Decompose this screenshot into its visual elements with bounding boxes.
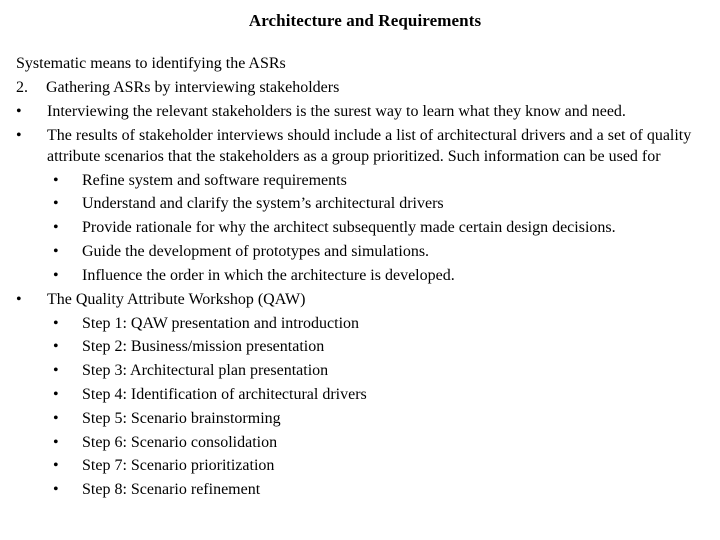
- bullet-icon: •: [53, 242, 59, 260]
- intro-line: [16, 52, 706, 76]
- sub-bullet-qaw-step: [16, 312, 706, 336]
- bullet-interviewing: [16, 100, 706, 124]
- bullet-icon: •: [53, 338, 59, 356]
- bullet-results: [16, 124, 706, 169]
- qaw-step-text: Step 6: Scenario consolidation: [82, 433, 278, 451]
- use-text: Understand and clarify the system’s architectural drivers: [82, 195, 444, 213]
- step-2-text: Gathering ASRs by interviewing stakeholders: [46, 78, 340, 96]
- use-text: Provide rationale for why the architect subsequently made certain design decisions.: [82, 219, 616, 237]
- qaw-step-text: Step 1: QAW presentation and introduction: [82, 314, 360, 332]
- sub-bullet-qaw-step: [16, 454, 706, 478]
- intro-text: Systematic means to identifying the ASRs: [16, 55, 286, 72]
- bullet-icon: •: [53, 481, 59, 499]
- sub-bullet-qaw-step: [16, 478, 706, 502]
- bullet-results-text: The results of stakeholder interviews should include a list of architectural drivers and a set of quality attribute scenarios that the stakeholders as a group prioritized. Such information can be used for: [47, 126, 692, 165]
- bullet-icon: •: [53, 433, 59, 451]
- bullet-icon: •: [53, 195, 59, 213]
- bullet-icon: •: [16, 102, 22, 120]
- bullet-icon: •: [53, 266, 59, 284]
- qaw-step-text: Step 8: Scenario refinement: [82, 481, 261, 499]
- sub-bullet-use: [16, 264, 706, 288]
- bullet-icon: •: [53, 219, 59, 237]
- sub-bullet-qaw-step: [16, 407, 706, 431]
- bullet-interviewing-text: Interviewing the relevant stakeholders is the surest way to learn what they know and need.: [47, 102, 626, 120]
- slide-body: [16, 52, 706, 502]
- qaw-step-text: Step 4: Identification of architectural drivers: [82, 385, 367, 403]
- bullet-qaw-text: The Quality Attribute Workshop (QAW): [47, 290, 306, 308]
- qaw-step-text: Step 7: Scenario prioritization: [82, 457, 275, 475]
- step-2-line: [16, 76, 706, 100]
- sub-bullet-use: [16, 192, 706, 216]
- use-text: Influence the order in which the architecture is developed.: [82, 266, 455, 284]
- bullet-icon: •: [53, 314, 59, 332]
- sub-bullet-use: [16, 240, 706, 264]
- step-2-number: 2.: [16, 78, 28, 96]
- bullet-icon: •: [53, 385, 59, 403]
- sub-bullet-use: [16, 216, 706, 240]
- sub-bullet-qaw-step: [16, 431, 706, 455]
- sub-bullet-qaw-step: [16, 335, 706, 359]
- sub-bullet-qaw-step: [16, 359, 706, 383]
- slide-title: Architecture and Requirements: [248, 11, 482, 30]
- bullet-qaw: [16, 288, 706, 312]
- qaw-step-text: Step 5: Scenario brainstorming: [82, 409, 281, 427]
- bullet-icon: •: [53, 171, 59, 189]
- bullet-icon: •: [53, 409, 59, 427]
- bullet-icon: •: [16, 290, 22, 308]
- bullet-icon: •: [16, 126, 22, 144]
- use-text: Refine system and software requirements: [82, 171, 347, 189]
- qaw-step-text: Step 2: Business/mission presentation: [82, 338, 325, 356]
- bullet-icon: •: [53, 457, 59, 475]
- sub-bullet-qaw-step: [16, 383, 706, 407]
- use-text: Guide the development of prototypes and simulations.: [82, 242, 430, 260]
- qaw-step-text: Step 3: Architectural plan presentation: [82, 362, 329, 380]
- sub-bullet-use: [16, 169, 706, 193]
- bullet-icon: •: [53, 362, 59, 380]
